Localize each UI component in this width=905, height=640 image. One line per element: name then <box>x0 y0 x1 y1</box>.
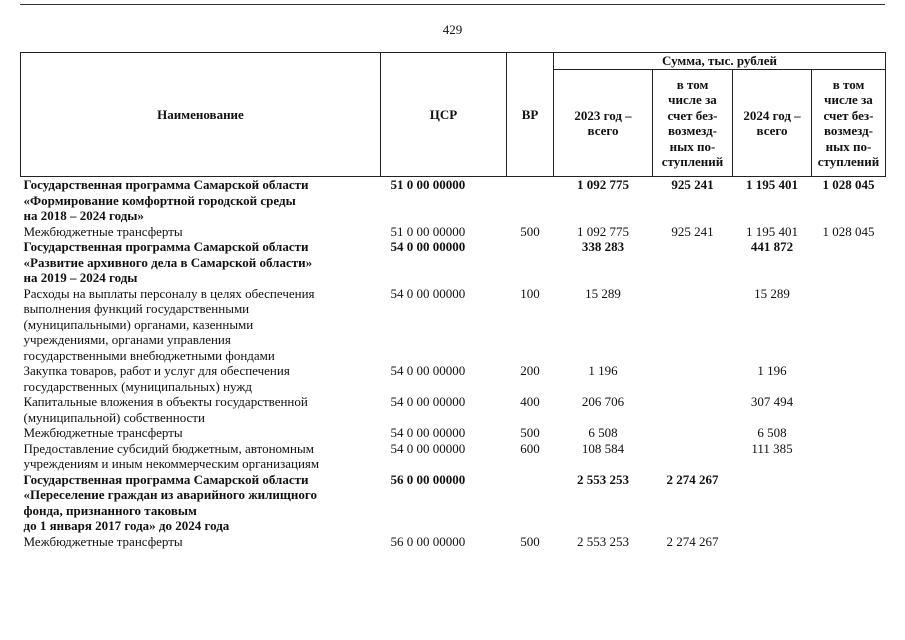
header-2024-total: 2024 год – всего <box>733 70 812 177</box>
row-2024-total: 111 385 <box>751 440 793 456</box>
row-vr: 400 <box>520 394 540 409</box>
row-2024-free <box>812 239 886 286</box>
table-row <box>21 394 886 425</box>
row-2024-total: 1 195 401 <box>746 223 798 239</box>
row-2023-total: 2 553 253 <box>577 471 629 487</box>
row-2023-free: 2 274 267 <box>666 533 719 549</box>
row-name: Закупка товаров, работ и услуг для обеспечения государственных (муниципальных) нужд <box>23 363 290 394</box>
row-csr: 54 0 00 00000 <box>390 394 466 409</box>
row-2024-free <box>812 472 886 534</box>
row-2024-free: 1 028 045 <box>822 223 875 239</box>
row-name: Капитальные вложения в объекты государственной (муниципальной) собственности <box>23 394 308 425</box>
row-2023-free <box>653 425 733 441</box>
row-2024-total: 1 195 401 <box>733 177 812 224</box>
row-2023-free: 925 241 <box>671 223 714 239</box>
row-2024-free: 1 028 045 <box>812 177 886 224</box>
row-2023-free: 2 274 267 <box>666 471 719 487</box>
table-row <box>21 239 886 286</box>
row-name: Государственная программа Самарской области «Формирование комфортной городской среды на 2018 – 2024 годы» <box>21 177 381 224</box>
table-row <box>21 534 886 550</box>
row-vr: 500 <box>520 533 540 549</box>
row-2023-free <box>653 286 733 364</box>
row-vr <box>507 472 554 534</box>
row-2023-free <box>653 363 733 394</box>
row-vr: 200 <box>520 363 540 378</box>
row-name: Государственная программа Самарской области «Переселение граждан из аварийного жилищного фонда, признанного таковым до 1 января 2017 года» до 2024 года <box>23 471 317 533</box>
row-csr: 56 0 00 00000 <box>390 471 466 487</box>
row-name: Государственная программа Самарской области «Развитие архивного дела в Самарской области» на 2019 – 2024 годы <box>23 239 313 285</box>
header-2024-free: в том числе за счет без- возмезд- ных по- ступлений <box>812 70 886 177</box>
row-name: Межбюджетные трансферты <box>23 533 183 549</box>
row-2023-total: 1 092 775 <box>577 223 629 239</box>
row-vr: 500 <box>520 223 540 239</box>
row-2024-free <box>812 425 886 441</box>
row-name: Межбюджетные трансферты <box>23 425 183 440</box>
row-2023-free <box>653 394 733 425</box>
row-2023-total: 206 706 <box>581 394 625 409</box>
row-csr: 54 0 00 00000 <box>390 440 466 456</box>
row-csr: 51 0 00 00000 <box>390 223 466 239</box>
row-2024-free <box>812 441 886 472</box>
row-csr: 56 0 00 00000 <box>390 533 466 549</box>
row-2024-free <box>812 534 886 550</box>
table-row <box>21 224 886 240</box>
row-2024-free <box>812 394 886 425</box>
header-vr: ВР <box>507 53 554 177</box>
table-row <box>21 441 886 472</box>
row-2024-total: 6 508 <box>757 425 787 440</box>
row-vr: 500 <box>520 425 540 440</box>
row-vr: 600 <box>520 440 540 456</box>
row-vr: 100 <box>520 285 540 301</box>
row-name: Межбюджетные трансферты <box>23 223 183 239</box>
row-2023-total: 2 553 253 <box>577 533 629 549</box>
row-2023-total: 6 508 <box>588 425 618 440</box>
header-2023-total: 2023 год – всего <box>554 70 653 177</box>
row-2023-total: 15 289 <box>585 285 621 301</box>
row-csr: 54 0 00 00000 <box>390 363 466 378</box>
table-row <box>21 425 886 441</box>
page-number: 429 <box>442 22 463 37</box>
row-csr: 54 0 00 00000 <box>390 425 466 440</box>
budget-table <box>20 52 886 549</box>
table-row <box>21 363 886 394</box>
table-header <box>21 53 886 177</box>
row-csr: 54 0 00 00000 <box>390 239 466 254</box>
row-2024-free <box>812 286 886 364</box>
row-vr <box>507 177 554 224</box>
table-body <box>21 177 886 550</box>
header-name: Наименование <box>21 53 381 177</box>
table-row <box>21 177 886 224</box>
row-vr <box>507 239 554 286</box>
table-row <box>21 472 886 534</box>
row-2023-free: 925 241 <box>653 177 733 224</box>
row-2023-total: 1 092 775 <box>554 177 653 224</box>
row-2024-total: 307 494 <box>750 394 794 409</box>
row-2023-free <box>653 239 733 286</box>
row-name: Предоставление субсидий бюджетным, автономным учреждениям и иным некоммерческим организациям <box>23 440 320 471</box>
row-2024-total: 441 872 <box>750 239 794 254</box>
row-2024-total: 15 289 <box>754 285 790 301</box>
header-2023-free: в том числе за счет без- возмезд- ных по- ступлений <box>653 70 733 177</box>
header-sum-group: Сумма, тыс. рублей <box>554 53 886 70</box>
row-2024-total <box>733 534 812 550</box>
header-csr: ЦСР <box>381 53 507 177</box>
row-2024-free <box>812 363 886 394</box>
row-csr: 54 0 00 00000 <box>390 285 466 301</box>
row-2024-total: 1 196 <box>757 363 787 378</box>
row-csr: 51 0 00 00000 <box>381 177 507 224</box>
row-2023-free <box>653 441 733 472</box>
row-2023-total: 1 196 <box>588 363 618 378</box>
top-rule <box>20 4 885 5</box>
row-2024-total <box>733 472 812 534</box>
row-2023-total: 108 584 <box>581 440 625 456</box>
table-row <box>21 286 886 364</box>
row-2023-total: 338 283 <box>581 239 625 254</box>
row-name: Расходы на выплаты персоналу в целях обеспечения выполнения функций государственными (муниципальными) органами, казенными учреждениями, органами управления государственными внебюджетными фондами <box>23 285 315 363</box>
